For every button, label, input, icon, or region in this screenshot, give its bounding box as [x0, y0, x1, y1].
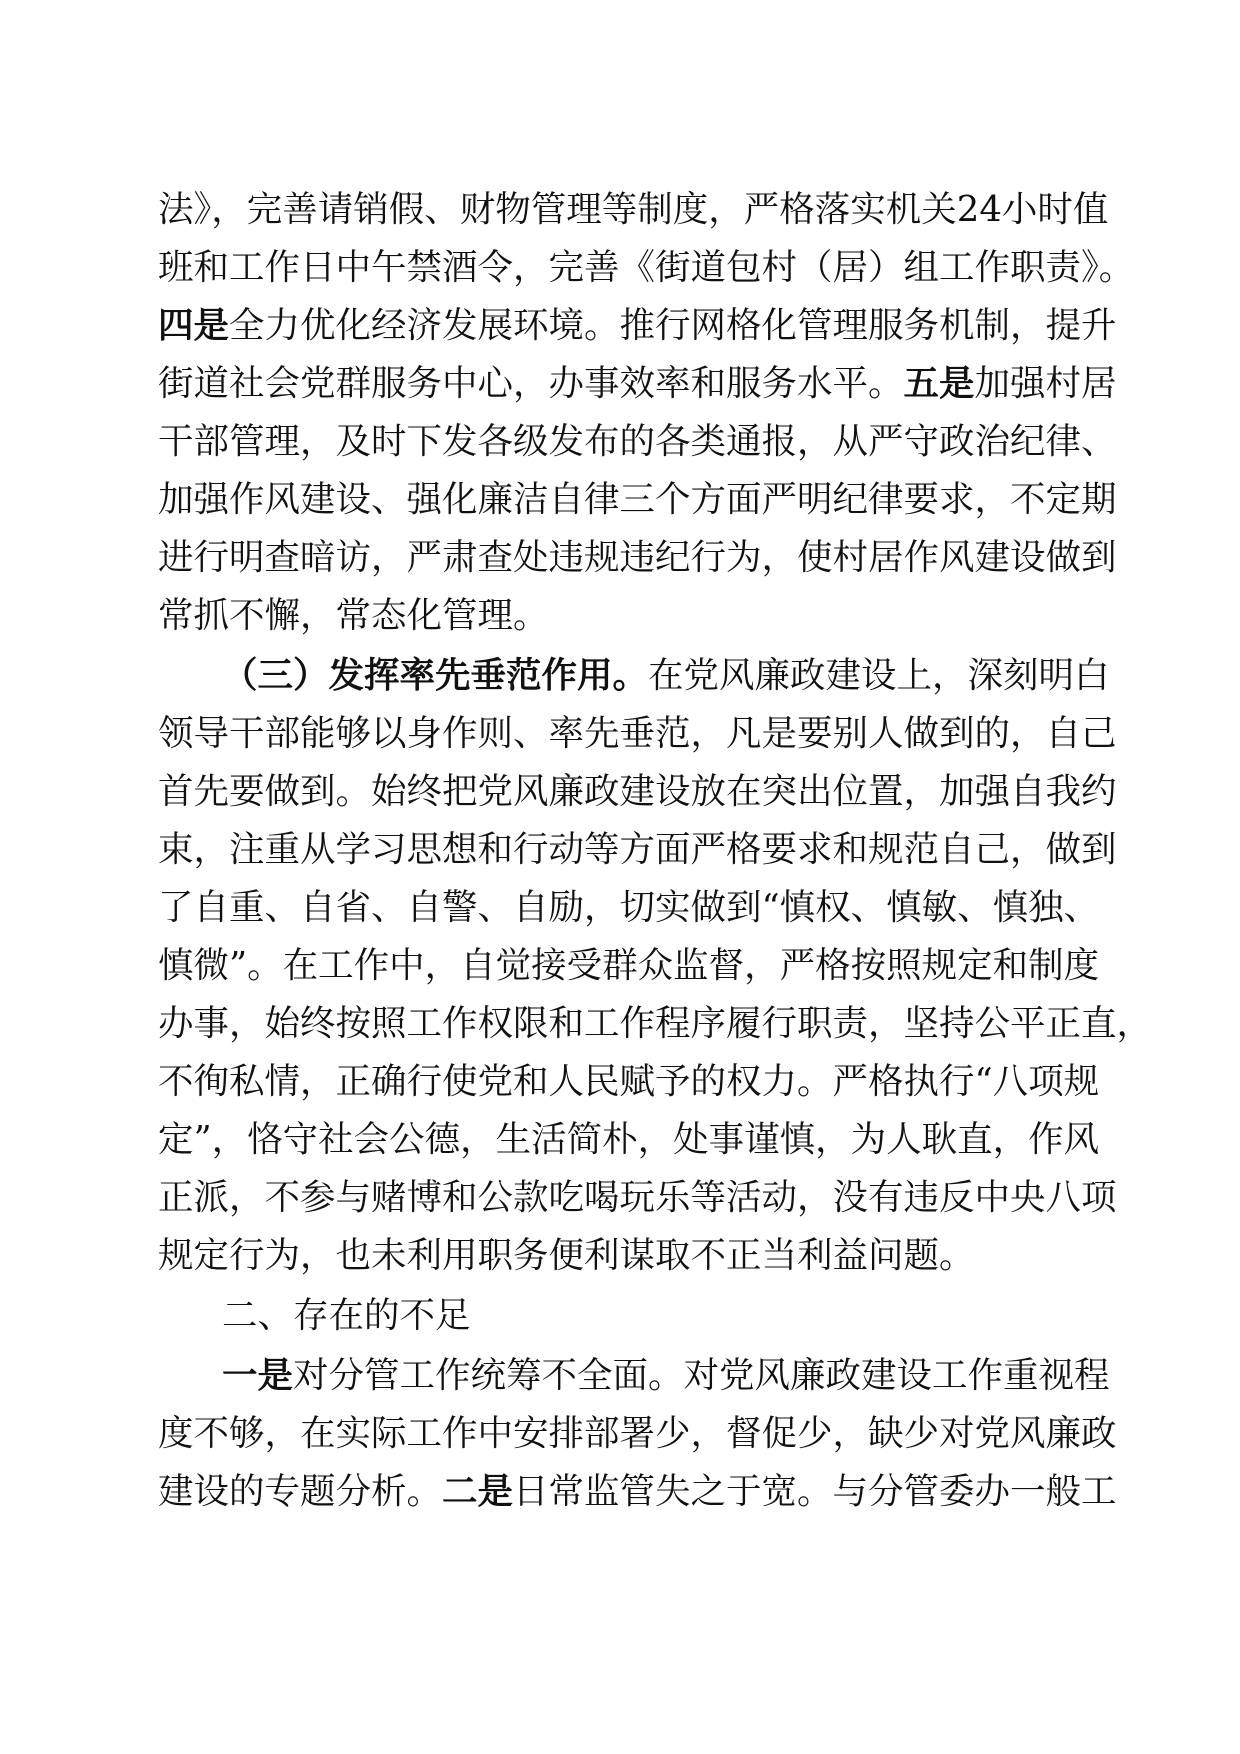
section-heading: 二、存在的不足 [222, 1295, 471, 1336]
body-text-line: 正派，不参与赌博和公款吃喝玩乐等活动，没有违反中央八项 [158, 1177, 1117, 1218]
body-text-line: 办事，始终按照工作权限和工作程序履行职责，坚持公平正直， [158, 1003, 1153, 1044]
bold-lead-phrase: 一是 [222, 1355, 294, 1396]
body-text-line: 法》，完善请销假、财物管理等制度，严格落实机关24小时值 [158, 189, 1109, 230]
bold-lead-phrase: 五是 [903, 363, 975, 404]
bold-lead-phrase: 四是 [158, 305, 230, 346]
body-text-line: 度不够，在实际工作中安排部署少，督促少，缺少对党风廉政 [158, 1413, 1117, 1454]
body-text-line: 不徇私情，正确行使党和人民赋予的权力。严格执行“八项规 [158, 1061, 1100, 1102]
body-text-line: 了自重、自省、自警、自励，切实做到“慎权、慎敏、慎独、 [158, 887, 1100, 928]
body-text-line: 四是全力优化经济发展环境。推行网格化管理服务机制，提升 [158, 305, 1117, 346]
body-text-line: 首先要做到。始终把党风廉政建设放在突出位置，加强自我约 [158, 771, 1117, 812]
body-text-line: 慎微”。在工作中，自觉接受群众监督，严格按照规定和制度 [158, 945, 1100, 986]
body-text-line: 一是对分管工作统筹不全面。对党风廉政建设工作重视程 [222, 1355, 1110, 1396]
body-text-line: 班和工作日中午禁酒令，完善《街道包村（居）组工作职责》。 [158, 247, 1135, 288]
body-text-line: 干部管理，及时下发各级发布的各类通报，从严守政治纪律、 [158, 421, 1117, 462]
body-text-line: 建设的专题分析。二是日常监管失之于宽。与分管委办一般工 [158, 1471, 1117, 1512]
body-text-line: 领导干部能够以身作则、率先垂范，凡是要别人做到的，自己 [158, 713, 1117, 754]
body-text-line: 束，注重从学习思想和行动等方面严格要求和规范自己，做到 [158, 829, 1117, 870]
section-heading: （三）发挥率先垂范作用。 [222, 655, 649, 696]
section-lead-line: （三）发挥率先垂范作用。在党风廉政建设上，深刻明白 [222, 655, 1110, 696]
body-text-line: 常抓不懈，常态化管理。 [158, 595, 549, 636]
bold-lead-phrase: 二是 [442, 1471, 514, 1512]
body-text-line: 定”，恪守社会公德，生活简朴，处事谨慎，为人耿直，作风 [158, 1119, 1100, 1160]
body-text-line: 规定行为，也未利用职务便利谋取不正当利益问题。 [158, 1235, 975, 1276]
body-text-line: 进行明查暗访，严肃查处违规违纪行为，使村居作风建设做到 [158, 537, 1117, 578]
body-text-line: 街道社会党群服务中心，办事效率和服务水平。五是加强村居 [158, 363, 1117, 404]
body-text-line: 加强作风建设、强化廉洁自律三个方面严明纪律要求，不定期 [158, 479, 1117, 520]
